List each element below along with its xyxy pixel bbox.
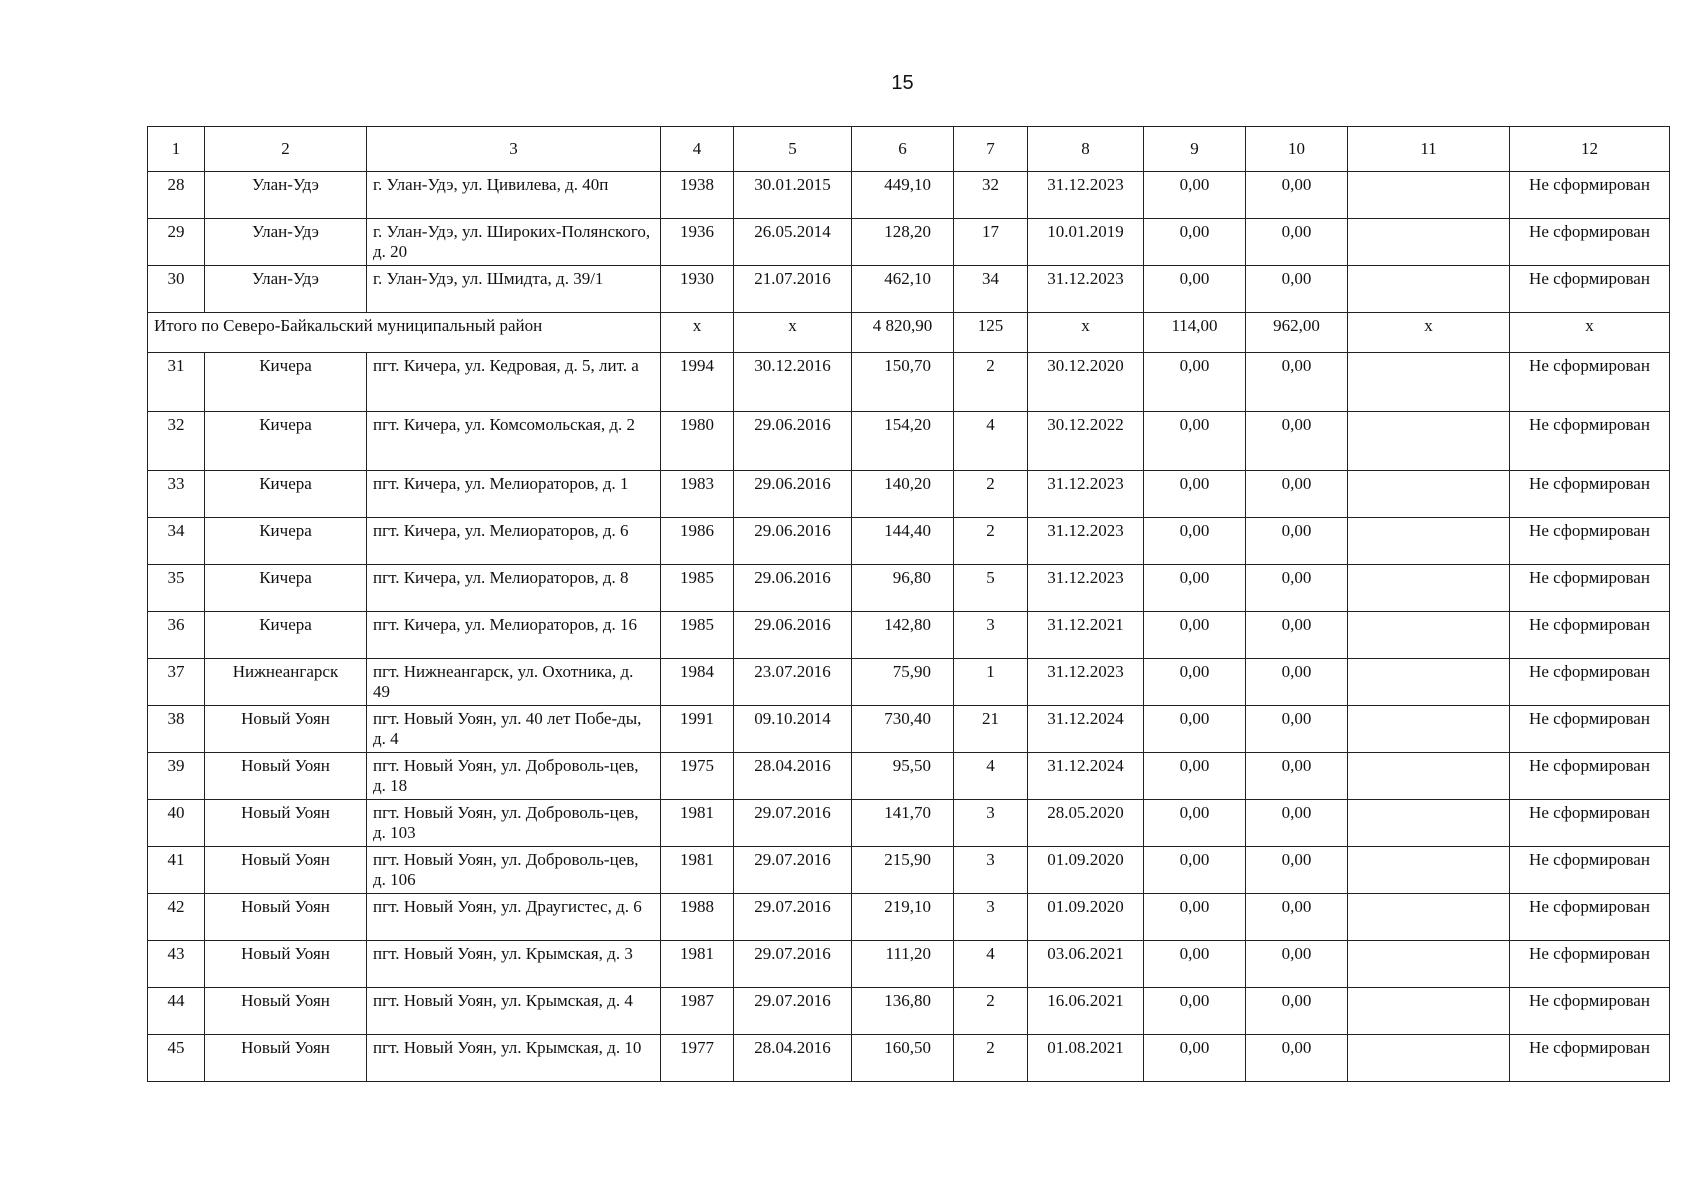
date: 29.07.2016	[734, 800, 852, 847]
row-number: 40	[148, 800, 205, 847]
people-count: 2	[954, 988, 1028, 1035]
deadline: 31.12.2023	[1028, 518, 1144, 565]
address: пгт. Новый Уоян, ул. Доброволь-цев, д. 18	[367, 753, 661, 800]
column-9-value: 0,00	[1144, 612, 1246, 659]
area: 140,20	[852, 471, 954, 518]
column-9-value: 0,00	[1144, 941, 1246, 988]
column-10-value: 0,00	[1246, 353, 1348, 412]
column-10-value: 0,00	[1246, 800, 1348, 847]
status: Не сформирован	[1510, 1035, 1670, 1082]
people-count: 1	[954, 659, 1028, 706]
address: пгт. Кичера, ул. Мелиораторов, д. 8	[367, 565, 661, 612]
column-11-value	[1348, 219, 1510, 266]
locality: Улан-Удэ	[205, 219, 367, 266]
column-11-value	[1348, 172, 1510, 219]
column-11-value	[1348, 412, 1510, 471]
column-11-value	[1348, 612, 1510, 659]
table-row	[148, 1035, 1670, 1082]
table-row	[148, 659, 1670, 706]
deadline: 30.12.2022	[1028, 412, 1144, 471]
column-10-value: 0,00	[1246, 894, 1348, 941]
locality: Улан-Удэ	[205, 172, 367, 219]
column-header: 11	[1348, 127, 1510, 172]
date: 29.06.2016	[734, 471, 852, 518]
date: 26.05.2014	[734, 219, 852, 266]
column-11-value	[1348, 941, 1510, 988]
area: 449,10	[852, 172, 954, 219]
address: пгт. Кичера, ул. Мелиораторов, д. 6	[367, 518, 661, 565]
year: 1938	[661, 172, 734, 219]
status: Не сформирован	[1510, 172, 1670, 219]
people-count: 32	[954, 172, 1028, 219]
total-c10: 962,00	[1246, 313, 1348, 353]
address: пгт. Новый Уоян, ул. Крымская, д. 3	[367, 941, 661, 988]
year: 1980	[661, 412, 734, 471]
people-count: 21	[954, 706, 1028, 753]
column-9-value: 0,00	[1144, 753, 1246, 800]
column-9-value: 0,00	[1144, 565, 1246, 612]
area: 144,40	[852, 518, 954, 565]
locality: Улан-Удэ	[205, 266, 367, 313]
deadline: 31.12.2023	[1028, 565, 1144, 612]
column-11-value	[1348, 847, 1510, 894]
column-header: 12	[1510, 127, 1670, 172]
total-c4: х	[661, 313, 734, 353]
deadline: 31.12.2023	[1028, 659, 1144, 706]
column-10-value: 0,00	[1246, 847, 1348, 894]
table-row	[148, 753, 1670, 800]
year: 1985	[661, 612, 734, 659]
people-count: 3	[954, 847, 1028, 894]
column-9-value: 0,00	[1144, 266, 1246, 313]
total-row	[148, 313, 1670, 353]
column-11-value	[1348, 894, 1510, 941]
area: 462,10	[852, 266, 954, 313]
deadline: 31.12.2024	[1028, 753, 1144, 800]
column-11-value	[1348, 471, 1510, 518]
column-11-value	[1348, 518, 1510, 565]
address: г. Улан-Удэ, ул. Широких-Полянского, д. 20	[367, 219, 661, 266]
table-row	[148, 565, 1670, 612]
locality: Новый Уоян	[205, 988, 367, 1035]
deadline: 01.09.2020	[1028, 847, 1144, 894]
row-number: 42	[148, 894, 205, 941]
row-number: 43	[148, 941, 205, 988]
locality: Новый Уоян	[205, 941, 367, 988]
date: 29.07.2016	[734, 847, 852, 894]
date: 28.04.2016	[734, 753, 852, 800]
registry-table	[147, 126, 1670, 1082]
column-9-value: 0,00	[1144, 847, 1246, 894]
locality: Кичера	[205, 471, 367, 518]
people-count: 5	[954, 565, 1028, 612]
deadline: 30.12.2020	[1028, 353, 1144, 412]
row-number: 29	[148, 219, 205, 266]
deadline: 31.12.2024	[1028, 706, 1144, 753]
year: 1991	[661, 706, 734, 753]
year: 1981	[661, 800, 734, 847]
table-row	[148, 471, 1670, 518]
locality: Кичера	[205, 565, 367, 612]
area: 96,80	[852, 565, 954, 612]
deadline: 31.12.2023	[1028, 266, 1144, 313]
column-header: 4	[661, 127, 734, 172]
year: 1975	[661, 753, 734, 800]
address: пгт. Новый Уоян, ул. Крымская, д. 4	[367, 988, 661, 1035]
date: 30.01.2015	[734, 172, 852, 219]
address: пгт. Кичера, ул. Мелиораторов, д. 1	[367, 471, 661, 518]
table-row	[148, 353, 1670, 412]
date: 23.07.2016	[734, 659, 852, 706]
column-9-value: 0,00	[1144, 471, 1246, 518]
column-10-value: 0,00	[1246, 471, 1348, 518]
table-row	[148, 847, 1670, 894]
people-count: 2	[954, 353, 1028, 412]
status: Не сформирован	[1510, 518, 1670, 565]
year: 1985	[661, 565, 734, 612]
locality: Новый Уоян	[205, 753, 367, 800]
year: 1977	[661, 1035, 734, 1082]
locality: Новый Уоян	[205, 894, 367, 941]
column-10-value: 0,00	[1246, 266, 1348, 313]
year: 1986	[661, 518, 734, 565]
people-count: 34	[954, 266, 1028, 313]
column-10-value: 0,00	[1246, 412, 1348, 471]
table-row	[148, 266, 1670, 313]
area: 730,40	[852, 706, 954, 753]
date: 29.06.2016	[734, 518, 852, 565]
column-header: 9	[1144, 127, 1246, 172]
column-9-value: 0,00	[1144, 518, 1246, 565]
column-9-value: 0,00	[1144, 412, 1246, 471]
column-header: 1	[148, 127, 205, 172]
column-9-value: 0,00	[1144, 353, 1246, 412]
year: 1988	[661, 894, 734, 941]
column-9-value: 0,00	[1144, 988, 1246, 1035]
address: пгт. Кичера, ул. Кедровая, д. 5, лит. а	[367, 353, 661, 412]
date: 29.07.2016	[734, 894, 852, 941]
status: Не сформирован	[1510, 847, 1670, 894]
column-10-value: 0,00	[1246, 172, 1348, 219]
table-row	[148, 988, 1670, 1035]
column-9-value: 0,00	[1144, 219, 1246, 266]
column-9-value: 0,00	[1144, 172, 1246, 219]
people-count: 3	[954, 894, 1028, 941]
column-header: 10	[1246, 127, 1348, 172]
deadline: 10.01.2019	[1028, 219, 1144, 266]
date: 21.07.2016	[734, 266, 852, 313]
people-count: 2	[954, 471, 1028, 518]
people-count: 3	[954, 800, 1028, 847]
status: Не сформирован	[1510, 471, 1670, 518]
column-9-value: 0,00	[1144, 800, 1246, 847]
locality: Кичера	[205, 353, 367, 412]
column-11-value	[1348, 706, 1510, 753]
status: Не сформирован	[1510, 706, 1670, 753]
status: Не сформирован	[1510, 659, 1670, 706]
column-9-value: 0,00	[1144, 706, 1246, 753]
total-c11: х	[1348, 313, 1510, 353]
status: Не сформирован	[1510, 412, 1670, 471]
area: 154,20	[852, 412, 954, 471]
column-10-value: 0,00	[1246, 219, 1348, 266]
total-c5: х	[734, 313, 852, 353]
status: Не сформирован	[1510, 988, 1670, 1035]
table-row	[148, 894, 1670, 941]
table-row	[148, 518, 1670, 565]
area: 150,70	[852, 353, 954, 412]
column-10-value: 0,00	[1246, 988, 1348, 1035]
table-row	[148, 412, 1670, 471]
date: 29.06.2016	[734, 412, 852, 471]
people-count: 17	[954, 219, 1028, 266]
row-number: 32	[148, 412, 205, 471]
table-row	[148, 941, 1670, 988]
date: 28.04.2016	[734, 1035, 852, 1082]
total-c12: х	[1510, 313, 1670, 353]
year: 1930	[661, 266, 734, 313]
status: Не сформирован	[1510, 353, 1670, 412]
column-9-value: 0,00	[1144, 1035, 1246, 1082]
people-count: 2	[954, 1035, 1028, 1082]
column-11-value	[1348, 565, 1510, 612]
locality: Новый Уоян	[205, 847, 367, 894]
year: 1981	[661, 847, 734, 894]
column-header: 8	[1028, 127, 1144, 172]
column-header: 2	[205, 127, 367, 172]
address: пгт. Кичера, ул. Мелиораторов, д. 16	[367, 612, 661, 659]
table-row	[148, 800, 1670, 847]
row-number: 33	[148, 471, 205, 518]
column-10-value: 0,00	[1246, 659, 1348, 706]
area: 75,90	[852, 659, 954, 706]
address: г. Улан-Удэ, ул. Цивилева, д. 40п	[367, 172, 661, 219]
deadline: 03.06.2021	[1028, 941, 1144, 988]
header-row	[148, 127, 1670, 172]
locality: Новый Уоян	[205, 800, 367, 847]
column-9-value: 0,00	[1144, 894, 1246, 941]
deadline: 01.09.2020	[1028, 894, 1144, 941]
address: пгт. Новый Уоян, ул. Драугистес, д. 6	[367, 894, 661, 941]
row-number: 28	[148, 172, 205, 219]
date: 29.06.2016	[734, 565, 852, 612]
people-count: 4	[954, 941, 1028, 988]
people-count: 2	[954, 518, 1028, 565]
column-11-value	[1348, 1035, 1510, 1082]
row-number: 34	[148, 518, 205, 565]
area: 136,80	[852, 988, 954, 1035]
row-number: 31	[148, 353, 205, 412]
total-label: Итого по Северо-Байкальский муниципальный район	[148, 313, 661, 353]
table-row	[148, 172, 1670, 219]
address: пгт. Новый Уоян, ул. Крымская, д. 10	[367, 1035, 661, 1082]
status: Не сформирован	[1510, 266, 1670, 313]
total-c9: 114,00	[1144, 313, 1246, 353]
column-9-value: 0,00	[1144, 659, 1246, 706]
area: 219,10	[852, 894, 954, 941]
page-number: 15	[891, 72, 914, 94]
people-count: 4	[954, 753, 1028, 800]
row-number: 36	[148, 612, 205, 659]
table-row	[148, 612, 1670, 659]
address: пгт. Новый Уоян, ул. 40 лет Побе-ды, д. 4	[367, 706, 661, 753]
column-10-value: 0,00	[1246, 941, 1348, 988]
locality: Кичера	[205, 518, 367, 565]
table-row	[148, 706, 1670, 753]
status: Не сформирован	[1510, 219, 1670, 266]
column-header: 6	[852, 127, 954, 172]
status: Не сформирован	[1510, 941, 1670, 988]
year: 1994	[661, 353, 734, 412]
row-number: 37	[148, 659, 205, 706]
date: 09.10.2014	[734, 706, 852, 753]
column-11-value	[1348, 266, 1510, 313]
deadline: 28.05.2020	[1028, 800, 1144, 847]
column-11-value	[1348, 800, 1510, 847]
address: пгт. Кичера, ул. Комсомольская, д. 2	[367, 412, 661, 471]
status: Не сформирован	[1510, 800, 1670, 847]
area: 142,80	[852, 612, 954, 659]
address: пгт. Нижнеангарск, ул. Охотника, д. 49	[367, 659, 661, 706]
area: 111,20	[852, 941, 954, 988]
deadline: 16.06.2021	[1028, 988, 1144, 1035]
column-10-value: 0,00	[1246, 612, 1348, 659]
row-number: 45	[148, 1035, 205, 1082]
deadline: 31.12.2023	[1028, 172, 1144, 219]
locality: Нижнеангарск	[205, 659, 367, 706]
area: 128,20	[852, 219, 954, 266]
date: 29.07.2016	[734, 941, 852, 988]
date: 29.07.2016	[734, 988, 852, 1035]
people-count: 4	[954, 412, 1028, 471]
address: пгт. Новый Уоян, ул. Доброволь-цев, д. 103	[367, 800, 661, 847]
column-10-value: 0,00	[1246, 753, 1348, 800]
column-header: 3	[367, 127, 661, 172]
column-11-value	[1348, 988, 1510, 1035]
area: 141,70	[852, 800, 954, 847]
address: г. Улан-Удэ, ул. Шмидта, д. 39/1	[367, 266, 661, 313]
status: Не сформирован	[1510, 565, 1670, 612]
deadline: 01.08.2021	[1028, 1035, 1144, 1082]
status: Не сформирован	[1510, 753, 1670, 800]
column-11-value	[1348, 753, 1510, 800]
column-11-value	[1348, 353, 1510, 412]
locality: Новый Уоян	[205, 706, 367, 753]
total-c6: 4 820,90	[852, 313, 954, 353]
area: 160,50	[852, 1035, 954, 1082]
row-number: 38	[148, 706, 205, 753]
total-c8: х	[1028, 313, 1144, 353]
locality: Новый Уоян	[205, 1035, 367, 1082]
locality: Кичера	[205, 612, 367, 659]
address: пгт. Новый Уоян, ул. Доброволь-цев, д. 106	[367, 847, 661, 894]
column-11-value	[1348, 659, 1510, 706]
people-count: 3	[954, 612, 1028, 659]
date: 30.12.2016	[734, 353, 852, 412]
table-row	[148, 219, 1670, 266]
column-10-value: 0,00	[1246, 706, 1348, 753]
row-number: 39	[148, 753, 205, 800]
area: 95,50	[852, 753, 954, 800]
column-10-value: 0,00	[1246, 565, 1348, 612]
year: 1987	[661, 988, 734, 1035]
deadline: 31.12.2023	[1028, 471, 1144, 518]
column-header: 7	[954, 127, 1028, 172]
date: 29.06.2016	[734, 612, 852, 659]
year: 1981	[661, 941, 734, 988]
status: Не сформирован	[1510, 612, 1670, 659]
locality: Кичера	[205, 412, 367, 471]
column-header: 5	[734, 127, 852, 172]
deadline: 31.12.2021	[1028, 612, 1144, 659]
status: Не сформирован	[1510, 894, 1670, 941]
year: 1984	[661, 659, 734, 706]
year: 1983	[661, 471, 734, 518]
area: 215,90	[852, 847, 954, 894]
column-10-value: 0,00	[1246, 518, 1348, 565]
year: 1936	[661, 219, 734, 266]
row-number: 41	[148, 847, 205, 894]
row-number: 35	[148, 565, 205, 612]
row-number: 44	[148, 988, 205, 1035]
column-10-value: 0,00	[1246, 1035, 1348, 1082]
total-c7: 125	[954, 313, 1028, 353]
row-number: 30	[148, 266, 205, 313]
